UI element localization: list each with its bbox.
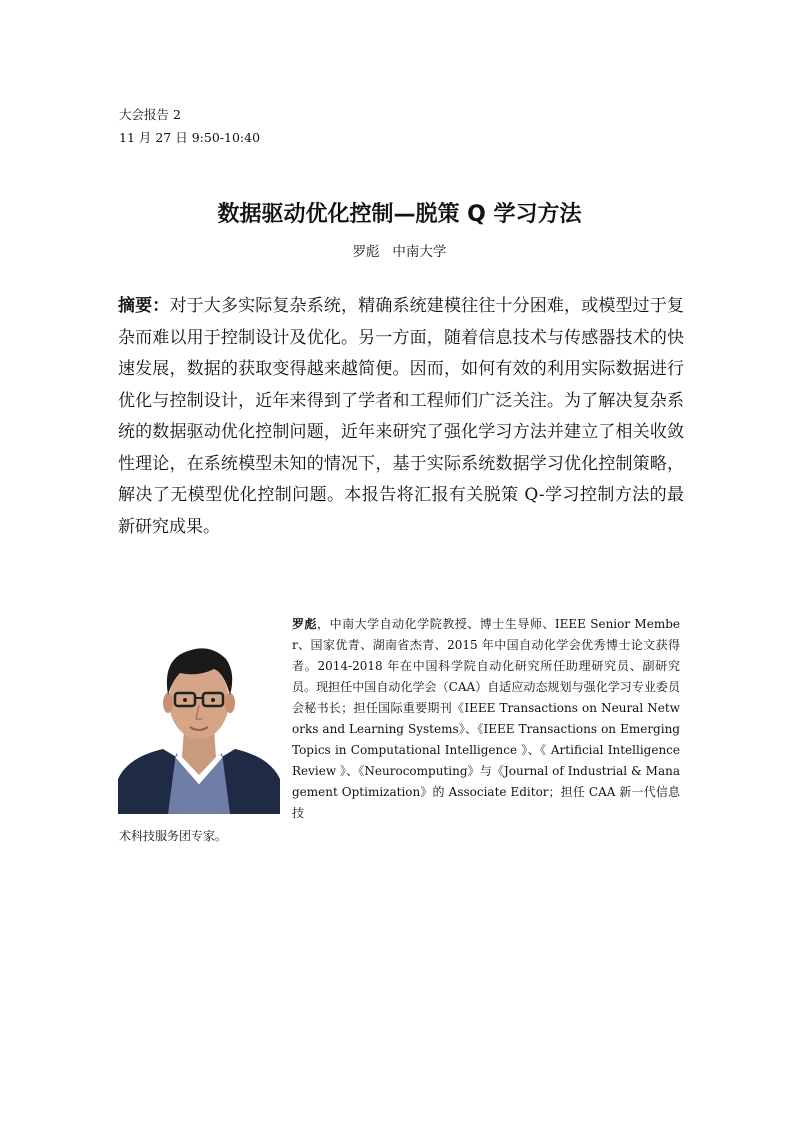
bio-name: 罗彪 <box>292 617 318 631</box>
session-time: 11 月 27 日 9:50-10:40 <box>119 130 261 145</box>
speaker-bio-tail: 术科技服务团专家。 <box>119 829 228 843</box>
speaker-bio <box>292 614 680 824</box>
session-label: 大会报告 2 <box>119 107 181 122</box>
abstract-paragraph <box>118 291 684 543</box>
speaker-affiliation: 罗彪 中南大学 <box>352 244 447 260</box>
abstract-text: 对于大多实际复杂系统，精确系统建模往往十分困难，或模型过于复杂而难以用于控制设计及优化。另一方面，随着信息技术与传感器技术的快速发展，数据的获取变得越来越简便。因而，如何有效的利用实际数据进行优化与控制设计，近年来得到了学者和工程师们广泛关注。为了解决复杂系统的数据驱动优化控制问题，近年来研究了强化学习方法并建立了相关收敛性理论，在系统模型未知的情况下，基于实际系统数据学习优化控制策略，解决了无模型优化控制问题。本报告将汇报有关脱策 Q-学习控制方法的最新研究成果。 <box>118 296 684 537</box>
abstract-label: 摘要： <box>118 296 170 316</box>
speaker-photo <box>118 629 280 814</box>
talk-title: 数据驱动优化控制—脱策 Q 学习方法 <box>217 202 582 227</box>
speaker-portrait-image <box>118 629 280 814</box>
bio-text: ，中南大学自动化学院教授、博士生导师、IEEE Senior Member、国家优青、湖南省杰青、2015 年中国自动化学会优秀博士论文获得者。2014-2018 年在中国科学院自动化研究所任助理研究员、副研究员。现担任中国自动化学会（CAA）自适应动态规划与强化学习专业委员会秘书长；担任国际重要期刊《IEEE Transactions on Neural Networks and Learning Systems》、《IEEE Transactions on Emerging Topics in Computational Intelligence 》、《 Artificial Intelligence Review 》、《Neurocomputing》与《Journal of Industrial & Management Optimization》的 Associate Editor；担任 CAA 新一代信息技 <box>292 617 680 820</box>
